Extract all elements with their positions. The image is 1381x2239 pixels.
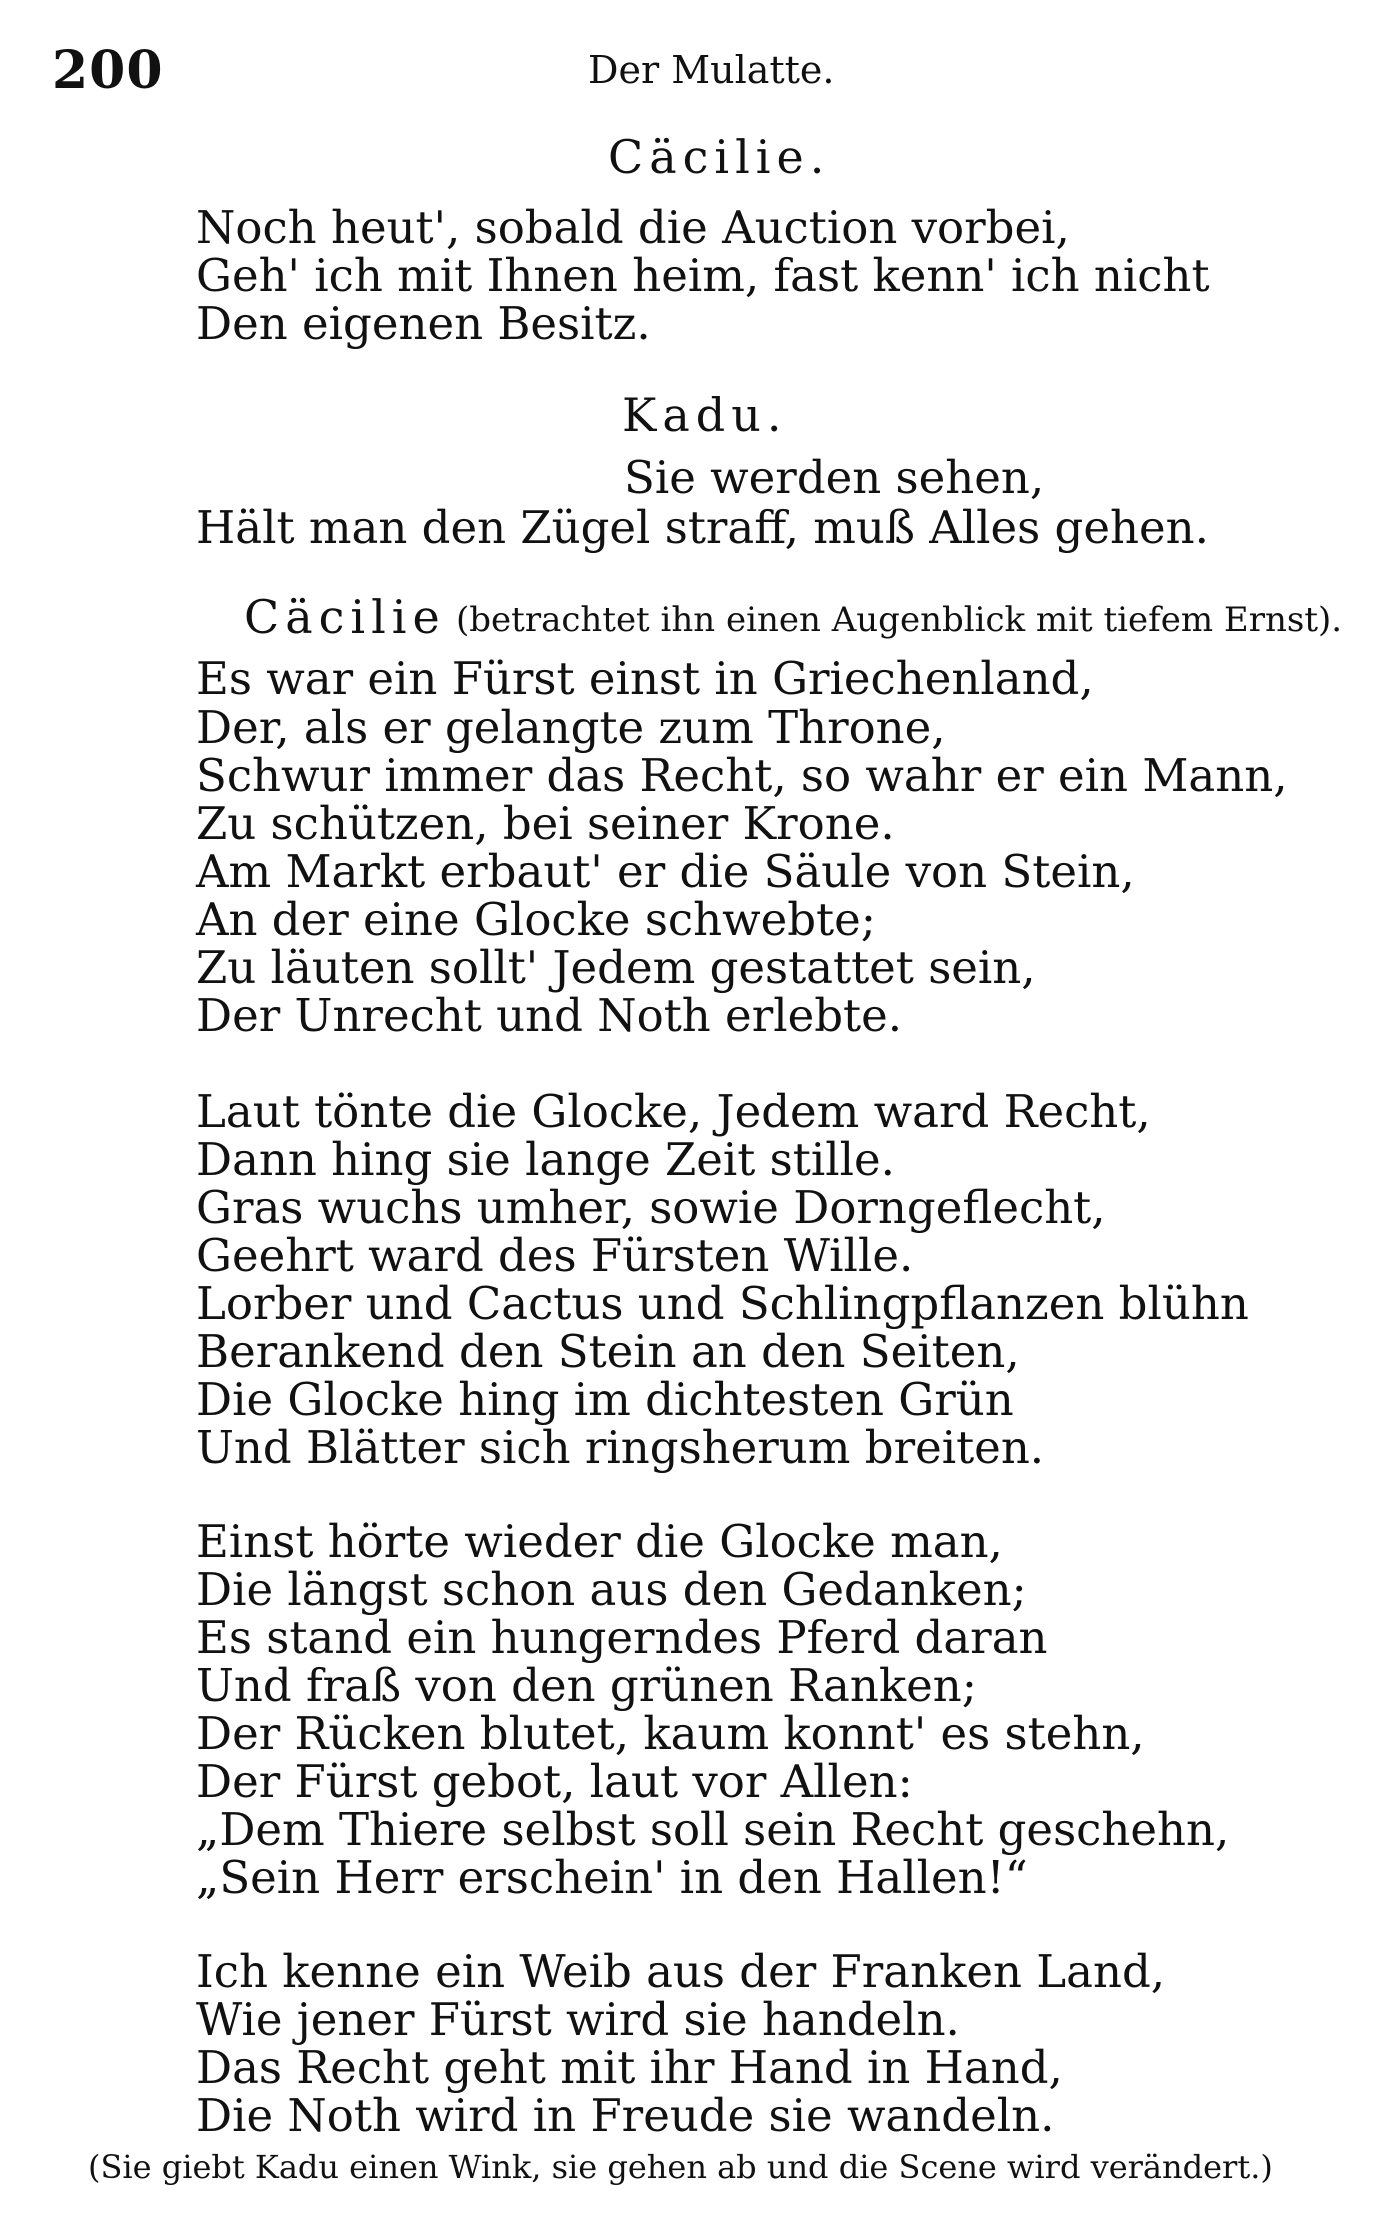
verse-line: Der, als er gelangte zum Throne, — [196, 701, 946, 754]
verse-line: Und fraß von den grünen Ranken; — [196, 1659, 977, 1712]
verse-line: Einst hörte wieder die Glocke man, — [196, 1515, 1003, 1568]
verse-line: Den eigenen Besitz. — [196, 297, 651, 350]
verse-line: Wie jener Fürst wird sie handeln. — [196, 1993, 960, 2046]
verse-line: „Dem Thiere selbst soll sein Recht geschehn, — [196, 1803, 1230, 1856]
speaker-caecilie-2: Cäcilie — [244, 590, 446, 644]
verse-line: Berankend den Stein an den Seiten, — [196, 1325, 1020, 1378]
verse-line: Es war ein Fürst einst in Griechenland, — [196, 652, 1094, 705]
verse-line: Hält man den Zügel straff, muß Alles gehen. — [196, 501, 1209, 554]
verse-line: Am Markt erbaut' er die Säule von Stein, — [196, 845, 1135, 898]
verse-line: „Sein Herr erschein' in den Hallen!“ — [196, 1851, 1028, 1904]
stage-direction: (betrachtet ihn einen Augenblick mit tiefem Ernst). — [456, 600, 1343, 640]
verse-line: Ich kenne ein Weib aus der Franken Land, — [196, 1945, 1166, 1998]
verse-line: An der eine Glocke schwebte; — [196, 893, 876, 946]
verse-line: Schwur immer das Recht, so wahr er ein Mann, — [196, 749, 1288, 802]
page-number: 200 — [52, 40, 164, 101]
speaker-kadu: Kadu. — [622, 388, 788, 442]
verse-line: Geh' ich mit Ihnen heim, fast kenn' ich nicht — [196, 249, 1210, 302]
verse-line: Die Noth wird in Freude sie wandeln. — [196, 2089, 1055, 2142]
verse-line: Noch heut', sobald die Auction vorbei, — [196, 201, 1070, 254]
verse-line: Der Unrecht und Noth erlebte. — [196, 989, 903, 1042]
verse-line: Dann hing sie lange Zeit stille. — [196, 1133, 895, 1186]
verse-line: Zu läuten sollt' Jedem gestattet sein, — [196, 941, 1036, 994]
verse-line: Gras wuchs umher, sowie Dorngeflecht, — [196, 1181, 1106, 1234]
running-title: Der Mulatte. — [588, 48, 835, 92]
verse-line: Laut tönte die Glocke, Jedem ward Recht, — [196, 1085, 1151, 1138]
final-stage-direction: (Sie giebt Kadu einen Wink, sie gehen ab und die Scene wird verändert.) — [88, 2148, 1273, 2186]
verse-line: Geehrt ward des Fürsten Wille. — [196, 1229, 914, 1282]
speaker-caecilie: Cäcilie. — [608, 130, 831, 184]
verse-line: Die Glocke hing im dichtesten Grün — [196, 1373, 1014, 1426]
verse-line: Das Recht geht mit ihr Hand in Hand, — [196, 2041, 1063, 2094]
verse-line: Lorber und Cactus und Schlingpflanzen blühn — [196, 1277, 1249, 1330]
verse-line: Der Rücken blutet, kaum konnt' es stehn, — [196, 1707, 1145, 1760]
verse-line: Die längst schon aus den Gedanken; — [196, 1563, 1027, 1616]
verse-line: Der Fürst gebot, laut vor Allen: — [196, 1755, 913, 1808]
verse-line: Es stand ein hungerndes Pferd daran — [196, 1611, 1048, 1664]
verse-line: Sie werden sehen, — [624, 451, 1045, 504]
verse-line: Zu schützen, bei seiner Krone. — [196, 797, 895, 850]
verse-line: Und Blätter sich ringsherum breiten. — [196, 1421, 1045, 1474]
